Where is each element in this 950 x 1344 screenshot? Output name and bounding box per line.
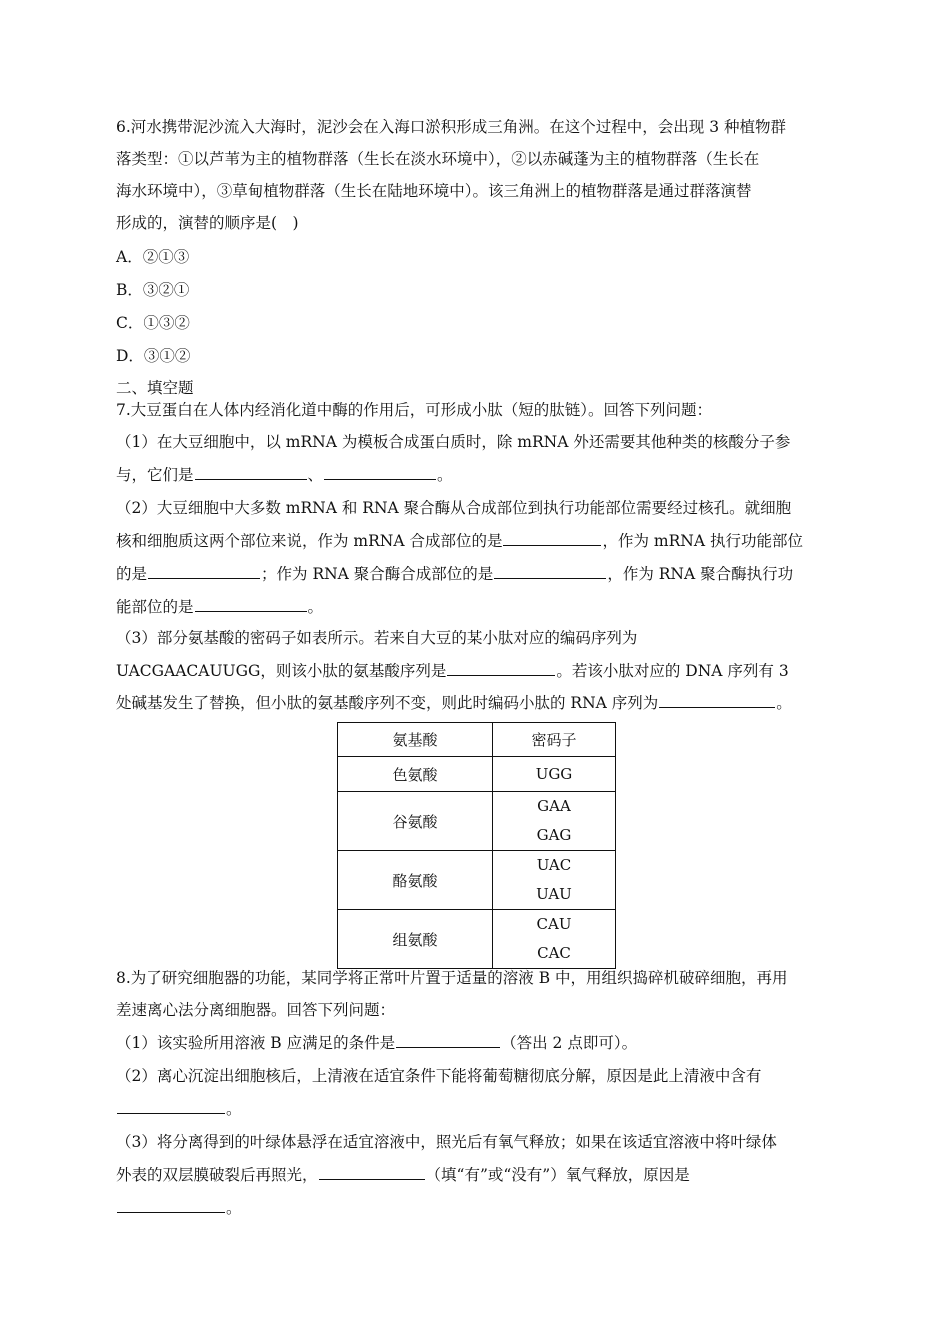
amino-acid-cell: 色氨酸 — [338, 757, 493, 792]
answer-blank[interactable] — [117, 1197, 225, 1213]
answer-blank[interactable] — [396, 1032, 500, 1048]
q8-p2-line-2: 。 — [116, 1098, 242, 1120]
answer-blank[interactable] — [447, 660, 555, 676]
codon-cell: GAA GAG — [493, 792, 616, 851]
q7-intro: 7.大豆蛋白在人体内经消化道中酶的作用后，可形成小肽（短的肽链）。回答下列问题： — [116, 401, 713, 419]
q8-p3-line-1: （3）将分离得到的叶绿体悬浮在适宜溶液中，照光后有氧气释放；如果在该适宜溶液中将叶绿体 — [116, 1133, 777, 1151]
q8-p2-line-1: （2）离心沉淀出细胞核后，上清液在适宜条件下能将葡萄糖彻底分解，原因是此上清液中含有 — [116, 1067, 762, 1085]
q6-option-c: C．①③② — [116, 314, 190, 332]
q7-p3-line-2: UACGAACAUUGG，则该小肽的氨基酸序列是 。若该小肽对应的 DNA 序列有 3 — [116, 662, 789, 680]
answer-blank[interactable] — [148, 563, 260, 579]
codon-cell: UAC UAU — [493, 851, 616, 910]
answer-blank[interactable] — [659, 692, 775, 708]
codon-cell: UGG — [493, 757, 616, 792]
codon-cell: CAU CAC — [493, 910, 616, 969]
q6-line-4: 形成的，演替的顺序是( ) — [116, 214, 299, 232]
answer-blank[interactable] — [195, 464, 307, 480]
q8-p3-line-2: 外表的双层膜破裂后再照光， （填“有”或“没有”）氧气释放，原因是 — [116, 1166, 690, 1184]
q7-p3-line-3: 处碱基发生了替换，但小肽的氨基酸序列不变，则此时编码小肽的 RNA 序列为 。 — [116, 694, 792, 712]
answer-blank[interactable] — [324, 464, 436, 480]
table-header: 氨基酸 — [338, 723, 493, 757]
answer-blank[interactable] — [117, 1098, 225, 1114]
table-row — [338, 910, 616, 969]
answer-blank[interactable] — [494, 563, 606, 579]
answer-blank[interactable] — [195, 596, 307, 612]
table-row — [338, 792, 616, 851]
q6-line-1: 6.河水携带泥沙流入大海时，泥沙会在入海口淤积形成三角洲。在这个过程中，会出现 3 种植物群 — [116, 118, 787, 136]
table-header-row — [338, 723, 616, 757]
q8-line-1: 8.为了研究细胞器的功能，某同学将正常叶片置于适量的溶液 B 中，用组织捣碎机破碎细胞，再用 — [116, 969, 788, 987]
section-heading: 二、填空题 — [116, 379, 194, 397]
q7-p1-line-2: 与，它们是 、 。 — [116, 466, 453, 484]
q6-option-b: B．③②① — [116, 281, 190, 299]
q6-option-a: A．②①③ — [116, 248, 190, 266]
q6-line-2: 落类型：①以芦苇为主的植物群落（生长在淡水环境中），②以赤碱蓬为主的植物群落（生长在 — [116, 150, 760, 168]
amino-acid-cell: 组氨酸 — [338, 910, 493, 969]
q7-p1-line-1: （1）在大豆细胞中，以 mRNA 为模板合成蛋白质时，除 mRNA 外还需要其他种类的核酸分子参 — [116, 433, 791, 451]
table-header: 密码子 — [493, 723, 616, 757]
answer-blank[interactable] — [503, 530, 601, 546]
table-row — [338, 851, 616, 910]
q6-option-d: D．③①② — [116, 347, 191, 365]
answer-blank[interactable] — [319, 1164, 425, 1180]
amino-acid-cell: 酪氨酸 — [338, 851, 493, 910]
q7-p2-line-4: 能部位的是 。 — [116, 598, 324, 616]
q7-p2-line-1: （2）大豆细胞中大多数 mRNA 和 RNA 聚合酶从合成部位到执行功能部位需要经过核孔。就细胞 — [116, 499, 792, 517]
q7-p2-line-2: 核和细胞质这两个部位来说，作为 mRNA 合成部位的是 ，作为 mRNA 执行功能部位 — [116, 532, 803, 550]
q7-p3-line-1: （3）部分氨基酸的密码子如表所示。若来自大豆的某小肽对应的编码序列为 — [116, 629, 638, 647]
q6-line-3: 海水环境中），③草甸植物群落（生长在陆地环境中）。该三角洲上的植物群落是通过群落演替 — [116, 182, 752, 200]
q8-p1: （1）该实验所用溶液 B 应满足的条件是 （答出 2 点即可）。 — [116, 1034, 638, 1052]
amino-acid-cell: 谷氨酸 — [338, 792, 493, 851]
q8-p3-line-3: 。 — [116, 1197, 242, 1219]
table-row — [338, 757, 616, 792]
codon-table — [337, 722, 616, 969]
q7-p2-line-3: 的是 ；作为 RNA 聚合酶合成部位的是 ，作为 RNA 聚合酶执行功 — [116, 565, 794, 583]
q8-line-2: 差速离心法分离细胞器。回答下列问题： — [116, 1001, 396, 1019]
